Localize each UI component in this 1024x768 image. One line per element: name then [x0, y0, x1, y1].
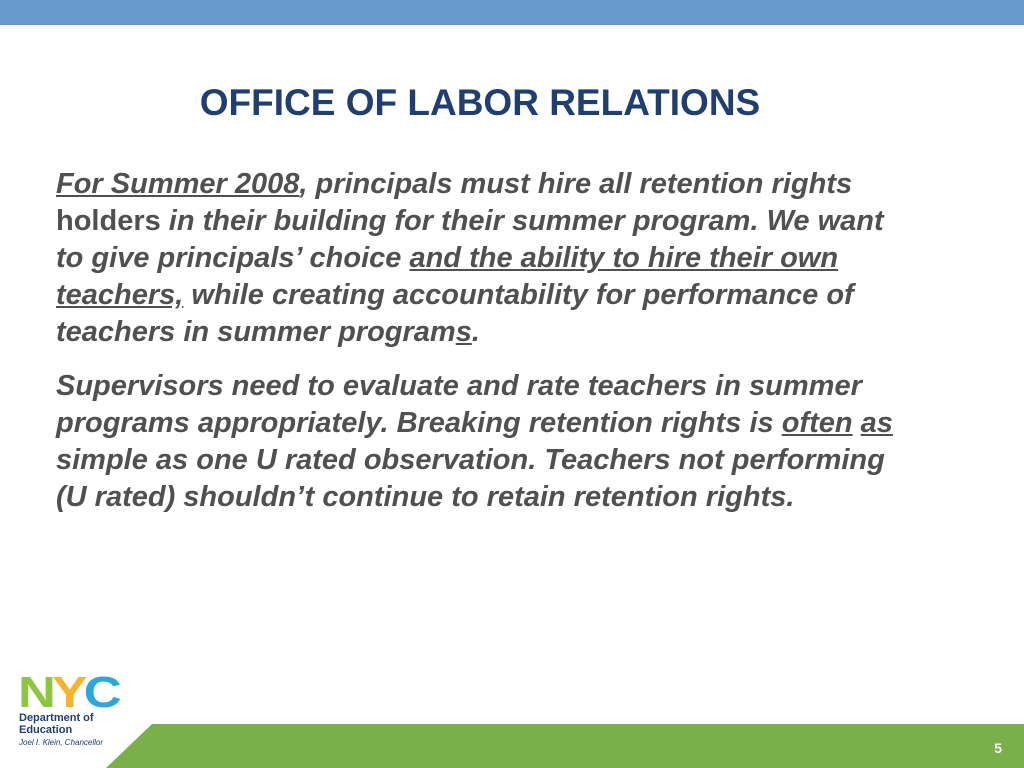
paragraph-2-span-5: simple as one U rated observation. Teachers not performing (U rated) shouldn’t continue to retain retention rights.: [56, 444, 885, 513]
nyc-logo-mark: [18, 672, 120, 710]
department-line-2: Education: [19, 724, 73, 736]
top-accent-bar: [0, 0, 1024, 25]
slide-title: OFFICE OF LABOR RELATIONS: [199, 82, 761, 123]
paragraph-1-span-1: For Summer 2008: [56, 168, 300, 200]
nyc-logo-letters: N Y C: [18, 672, 113, 710]
paragraph-summer-hiring: [56, 166, 906, 351]
department-line-1: Department of: [19, 712, 94, 724]
paragraph-2-span-1: Supervisors need to evaluate and rate teachers in summer programs appropriately. Breaking retention rights is: [56, 370, 862, 439]
paragraph-1-span-4: in their building for their summer program. We want to give principals’ choice: [56, 205, 884, 274]
paragraph-1-span-7: s: [455, 316, 472, 348]
paragraph-1-span-8: .: [471, 316, 480, 348]
bottom-accent-bar: [0, 724, 1024, 768]
paragraph-2-span-3: [853, 407, 861, 439]
paragraph-1-span-2: , principals must hire all retention rights: [299, 168, 853, 200]
paragraph-2-span-2: often: [781, 407, 853, 439]
paragraph-1-span-6: while creating accountability for performance of teachers in summer program: [56, 279, 854, 348]
bottom-bar-shape: [106, 724, 1024, 768]
slide-body: [56, 166, 906, 533]
page-number: 5: [994, 740, 1002, 756]
chancellor-name: Joel I. Klein, Chancellor: [19, 738, 104, 747]
paragraph-1-span-5: and the ability to hire their own teachers,: [56, 242, 839, 311]
paragraph-supervisors: [56, 368, 906, 516]
paragraph-1-span-3: holders: [56, 205, 161, 237]
paragraph-2-span-4: as: [860, 407, 893, 439]
